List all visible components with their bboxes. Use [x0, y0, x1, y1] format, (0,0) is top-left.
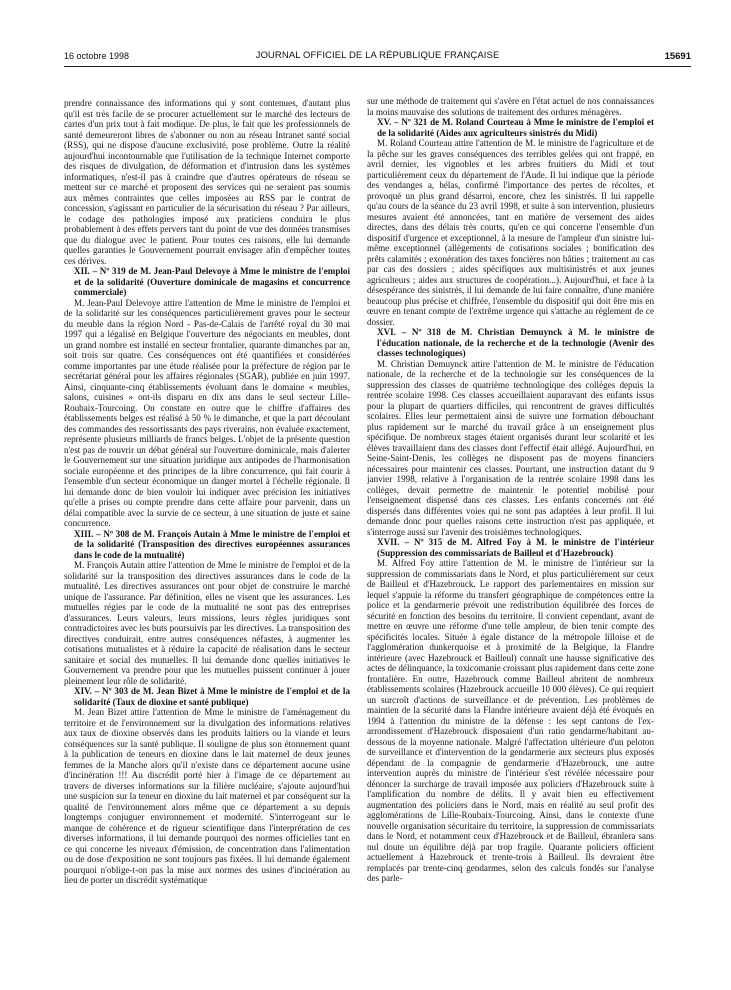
left-column	[64, 98, 350, 983]
header-rule	[64, 66, 691, 67]
question-15-number: XV. – Nº 321 de M. Roland Courteau à Mme le ministre de l'emploi et de la solidarité	[377, 117, 654, 138]
question-12-heading	[64, 266, 350, 298]
question-16-body: M. Christian Demuynck attire l'attention de M. le ministre de l'éducation nationale, de la recherche et de la technologie sur les conséquences de la suppression des classes de quatrième technologique des collèges depuis la rentrée scolaire 1998. Ces classes accueillaient auparavant des enfants issus pour la plupart de quartiers difficiles, qui rencontrent de graves difficultés scolaires. Elles leur permettaient ainsi de suivre une formation débouchant plus rapidement sur le marché du travail grâce à un enseignement plus spécifique. De nombreux stages étaient organisés durant leur scolarité et les élèves travaillaient dans des classes dont l'effectif était allégé. Aujourd'hui, en Seine-Saint-Denis, les collèges ne disposent pas de moyens financiers nécessaires pour maintenir ces classes. Pourtant, une instruction datant du 9 janvier 1998, relative à l'organisation de la rentrée scolaire 1998 dans les collèges, devait permettre de maintenir le potentiel mobilisé pour l'enseignement dispensé dans ces classes. Les enfants concernés ont été dispersés dans différentes voies qui ne sont pas adaptées à leur profil. Il lui demande donc pour quelles raisons cette instruction n'est pas appliquée, et s'interroge aussi sur l'avenir des troisièmes technologiques.	[367, 358, 654, 537]
question-16-title: (Avenir des classes technologiques)	[377, 337, 654, 358]
intro-paragraph: prendre connaissance des informations qui y sont contenues, d'autant plus qu'il est très facile de se procurer actuellement sur le marché des lecteurs de cartes d'un prix tout à fait modique. De plus, le fait que les professionnels de santé demeureront libres de s'abonner ou non au réseau Intranet santé social (RSS), qui ne dispose d'aucune exclusivité, pose problème. Outre la réalité aujourd'hui incontournable que l'utilisation de la technique Internet comporte des risques de divulgation, de déformation et d'intrusion dans les systèmes informatiques, n'est-il pas à craindre que d'autres opérateurs de réseau se mettent sur ce marché et proposent des services qui ne seraient pas soumis aux mêmes contraintes que celles imposées au RSS par le contrat de concession, s'agissant en particulier de la sécurisation du réseau ? Par ailleurs, le codage des pathologies imposé aux praticiens conduira le plus probablement à des effets pervers tant du point de vue des données transmises que du dialogue avec le patient. Pour toutes ces raisons, elle lui demande quelles garanties le Gouvernement pourrait envisager afin d'empêcher toutes ces dérives.	[64, 98, 350, 266]
right-column	[367, 96, 654, 981]
question-14-number: XIV. – Nº 303 de M. Jean Bizet à Mme le ministre de l'emploi et de la solidarité	[74, 686, 350, 707]
question-14-continuation: sur une méthode de traitement qui s'avère en l'état actuel de nos connaissances la moins mauvaise des solutions de traitement des ordures ménagères.	[367, 96, 654, 117]
page-header	[64, 51, 691, 67]
question-12-number: XII. – Nº 319 de M. Jean-Paul Delevoye à Mme le ministre de l'emploi et de la solidarité	[74, 266, 350, 287]
journal-title: JOURNAL OFFICIEL DE LA RÉPUBLIQUE FRANÇAISE	[255, 50, 500, 61]
question-12-body: M. Jean-Paul Delevoye attire l'attention de Mme le ministre de l'emploi et de la solidarité sur les conséquences particulièrement graves pour le secteur du meuble dans la région Nord - Pas-de-Calais de l'arrêté royal du 30 mai 1997 qui a légalisé en Belgique l'ouverture des négociants en meubles, dont un grand nombre est installé en secteur frontalier, quarante dimanches par an, soit trois sur quatre. Ces conséquences ont été quantifiées et considérées comme importantes par une étude réalisée pour la préfecture de région par le secrétariat général pour les affaires régionales (SGAR), publiée en juin 1997. Ainsi, cinquante-cinq établissements évoluant dans le domaine « meubles, salons, cuisines » ont-ils disparu en dix ans dans le seul secteur Lille-Roubaix-Tourcoing. On constate en outre que le chiffre d'affaires des établissements belges est réalisé à 50 % le dimanche, et que la part découlant des commandes des ressortissants des pays riverains, non évaluée exactement, représente plusieurs milliards de francs belges. L'objet de la présente question n'est pas de rouvrir un débat général sur l'ouverture dominicale, mais d'alerter le Gouvernement sur une situation juridique aux antipodes de l'harmonisation sociale européenne et des principes de la libre concurrence, qui fait courir à l'ensemble d'un secteur économique un danger mortel à l'échelle régionale. Il lui demande donc de bien vouloir lui indiquer avec précision les initiatives qu'elle a prises ou compte prendre dans cette affaire pour parvenir, dans un délai compatible avec la survie de ce secteur, à une situation de juste et saine concurrence.	[64, 297, 350, 528]
question-15-heading	[367, 117, 654, 138]
question-17-number: XVII. – Nº 315 de M. Alfred Foy à M. le ministre de l'intérieur	[377, 537, 654, 547]
question-15-title: (Aides aux agriculteurs sinistrés du Midi)	[436, 127, 598, 138]
question-14-title: (Taux de dioxine et santé publique)	[112, 696, 249, 707]
question-15-body: M. Roland Courteau attire l'attention de M. le ministre de l'agriculture et de la pêche sur les graves conséquences des terribles gelées qui ont frappé, en avril dernier, les vignobles et les arbres fruitiers du Midi et tout particulièrement ceux du département de l'Aude. Il lui indique que la période des vendanges a, hélas, confirmé l'importance des pertes de récoltes, et provoqué un plus grand désarroi, encore, chez les sinistrés. Il lui rappelle qu'au cours de la séance du 23 avril 1998, et suite à son intervention, plusieurs mesures avaient été annoncées, tant en matière de versement des aides directes, dans des délais très courts, qu'en ce qui concerne l'ensemble d'un dispositif d'urgence et exceptionnel, à la mesure de l'ampleur d'un sinistre lui-même exceptionnel (allègements de cotisations sociales ; bonification des prêts calamités ; exonération des taxes foncières non bâties ; traitement au cas par cas des dossiers ; aides spécifiques aux multisinistrés et aux jeunes agriculteurs ; aides aux structures de coopération...). Aujourd'hui, et face à la désespérance des sinistrés, il lui demande de lui faire connaître, d'une manière beaucoup plus précise et chiffrée, l'ensemble du dispositif qui doit être mis en œuvre en tenant compte de l'extrême urgence qui s'attache au règlement de ce dossier.	[367, 138, 654, 327]
question-13-body: M. François Autain attire l'attention de Mme le ministre de l'emploi et de la solidarité sur la transposition des directives assurances dans le code de la mutualité. Les directives assurances ont pour objet de construire le marché unique de l'assurance. Par définition, elles ne visent que les assurances. Les mutuelles régies par le code de la mutualité ne sont pas des entreprises d'assurances. Leurs valeurs, leurs missions, leurs règles juridiques sont contradictoires avec les buts poursuivis par les directives. La transposition des directives conduirait, entre autres conséquences néfastes, à augmenter les cotisations mutualistes et à réduire la capacité de réalisation dans le secteur sanitaire et social des mutuelles. Il lui demande donc quelles initiatives le Gouvernement va prendre pour que les mutuelles puissent continuer à jouer pleinement leur rôle de solidarité.	[64, 560, 350, 686]
question-13-heading	[64, 529, 350, 561]
question-16-number: XVI. – Nº 318 de M. Christian Demuynck à M. le ministre de l'éducation nationale, de la recherche et de la technologie	[377, 327, 654, 348]
question-14-heading	[64, 686, 350, 707]
question-17-title: (Suppression des commissariats de Bailleul et d'Hazebrouck)	[377, 547, 614, 558]
issue-date: 16 octobre 1998	[64, 51, 130, 61]
question-13-title: (Transposition des directives européennes assurances dans le code de la mutualité)	[74, 539, 350, 560]
question-17-heading	[367, 537, 654, 558]
question-13-number: XIII. – Nº 308 de M. François Autain à Mme le ministre de l'emploi et de la solidarité	[74, 528, 350, 549]
question-12-title: (Ouverture dominicale de magasins et concurrence commerciale)	[74, 276, 350, 297]
question-17-body: M. Alfred Foy attire l'attention de M. le ministre de l'intérieur sur la suppression de commissariats dans le Nord, et plus particulièrement sur ceux de Bailleul et d'Hazebrouck. Le rapport des parlementaires en mission sur lequel s'appuie la réforme du transfert géographique de compétences entre la police et la gendarmerie prévoit une redistribution équilibrée des forces de sécurité en fonction des besoins du territoire. Il convient cependant, avant de mettre en œuvre une réforme d'une telle ampleur, de bien tenir compte des spécificités locales. Située à égale distance de la métropole lilloise et de l'agglomération dunkerquoise et à proximité de la Belgique, la Flandre intérieure (avec Hazebrouck et Bailleul) connaît une hausse significative des actes de délinquance, la toxicomanie croissant plus rapidement dans cette zone frontalière. En outre, Hazebrouck comme Bailleul abritent de nombreux établissements scolaires (Hazebrouck accueille 10 000 élèves). Ce qui requiert un surcroît d'actions de surveillance et de prévention. Les problèmes de maintien de la sécurité dans la Flandre intérieure avaient déjà été évoqués en 1994 à l'attention du ministre de la défense : les sept cantons de l'ex-arrondissement d'Hazebrouck disposaient d'un ratio gendarme/habitant au-dessous de la moyenne nationale. Malgré l'affectation ultérieure d'un peloton de surveillance et d'intervention de la gendarmerie aux secteurs plus exposés dépendant de la compagnie de gendarmerie d'Hazebrouck, une autre intervention auprès du ministre de l'intérieur s'est révélée nécessaire pour dénoncer la surcharge de travail imposée aux policiers d'Hazebrouck suite à l'amplification du nombre de délits. Il y avait bien eu effectivement augmentation des policiers dans le Nord, mais en réalité au seul profit des agglomérations de Lille-Roubaix-Tourcoing. Ainsi, dans le contexte d'une nouvelle organisation sécuritaire du territoire, la suppression de commissariats dans le Nord, et notamment ceux d'Hazebrouck et de Bailleul, ébranlera sans nul doute un équilibre déjà par trop fragile. Quarante policiers officient actuellement à Hazebrouck et trente-trois à Bailleul. Ils devraient être remplacés par trente-cinq gendarmes, selon des calculs fondés sur l'analyse des parle-	[367, 558, 654, 883]
page-number: 15691	[664, 51, 691, 62]
question-14-body: M. Jean Bizet attire l'attention de Mme le ministre de l'aménagement du territoire et de l'environnement sur la divulgation des informations relatives aux taux de dioxine observés dans les produits laitiers ou la viande et leurs conséquences sur la santé publique. Il souligne de plus son étonnement quant à la publication de teneurs en dioxine dans le lait maternel de deux jeunes femmes de la Manche alors qu'il n'existe dans ce département aucune usine d'incinération !!! Au discrédit porté hier à l'image de ce département au travers de diverses informations sur la filière nucléaire, s'ajoute aujourd'hui une suspicion sur la teneur en dioxine du lait maternel et par conséquent sur la qualité de l'environnement alors même que ce département a su depuis longtemps conjuguer environnement et modernité. S'interrogeant sur le manque de cohérence et de rigueur scientifique dans l'interprétation de ces diverses informations, il lui demande pourquoi des normes officielles tant en ce qui concerne les niveaux d'émission, de concentration dans l'alimentation ou de dose d'exposition ne sont toujours pas fixées. Il lui demande également pourquoi n'oblige-t-on pas la mise aux normes des usines d'incinération au lieu de porter un discrédit systématique	[64, 707, 350, 885]
question-16-heading	[367, 327, 654, 359]
